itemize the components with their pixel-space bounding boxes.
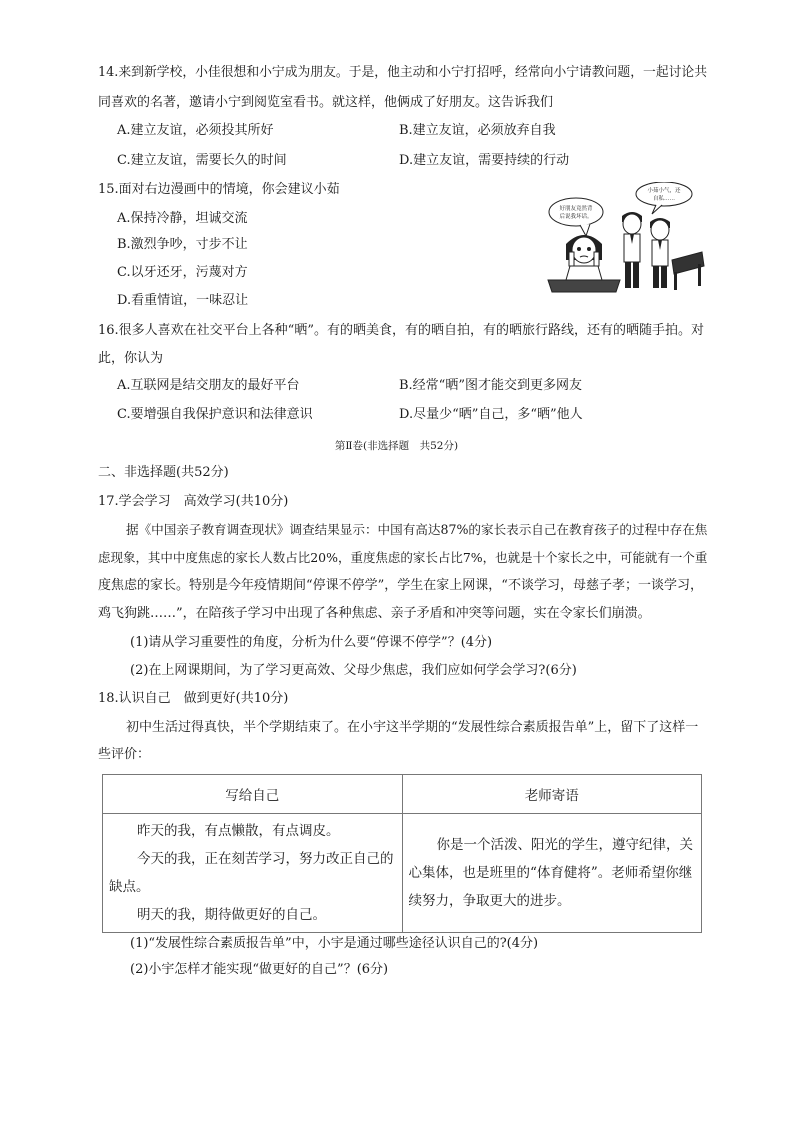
q14-stem-line2: 同喜欢的名著，邀请小宁到阅览室看书。就这样，他俩成了好朋友。这告诉我们 — [98, 95, 554, 110]
table-body-row — [103, 814, 702, 933]
q18-para-line2: 些评价： — [98, 747, 151, 762]
q17-sub1: (1)请从学习重要性的角度，分析为什么要“停课不停学”？(4分) — [130, 635, 493, 650]
left-speech-bubble — [549, 198, 603, 226]
right-speech-bubble — [636, 182, 692, 206]
left-bubble-text-2: 后说我坏话。 — [559, 214, 593, 220]
q16-option-b: B.经常“晒”图才能交到更多网友 — [399, 378, 582, 393]
self-line-yesterday: 昨天的我，有点懒散，有点调皮。 — [137, 823, 340, 839]
evaluation-table — [102, 774, 702, 933]
part2-heading: 二、非选择题(共52分) — [98, 465, 229, 480]
q14-option-a: A.建立友谊，必须投其所好 — [117, 123, 274, 138]
right-bubble-text-2: 自私…… — [652, 196, 676, 202]
q15-option-a: A.保持冷静，坦诚交流 — [117, 211, 248, 226]
q18-sub1: (1)“发展性综合素质报告单”中，小宇是通过哪些途径认识自己的?(4分) — [130, 936, 539, 951]
q16-stem-line1: 16.很多人喜欢在社交平台上各种“晒”。有的晒美食，有的晒自拍，有的晒旅行路线，还有的晒随手拍。对 — [98, 323, 704, 338]
q17-para-line3: 度焦虑的家长。特别是今年疫情期间“停课不停学”，学生在家上网课，“不谈学习，母慈子孝；一谈学习， — [98, 578, 703, 593]
self-line-tomorrow: 明天的我，期待做更好的自己。 — [137, 907, 326, 923]
section-title: 第Ⅱ卷(非选择题 共52分) — [334, 440, 459, 452]
col-header-self: 写给自己 — [103, 775, 403, 814]
table-header-row — [103, 775, 702, 814]
q16-option-c: C.要增强自我保护意识和法律意识 — [117, 407, 313, 422]
q14-option-d: D.建立友谊，需要持续的行动 — [399, 153, 570, 168]
q15-option-d: D.看重情谊，一味忍让 — [117, 293, 249, 308]
q14-option-b: B.建立友谊，必须放弃自我 — [399, 123, 556, 138]
desk — [548, 280, 620, 292]
self-evaluation-cell — [103, 814, 403, 933]
girl-figure — [566, 235, 602, 280]
q16-stem-line2: 此，你认为 — [98, 351, 164, 366]
q18-para-line1: 初中生活过得真快，半个学期结束了。在小宇这半学期的“发展性综合素质报告单”上，留下了这样一 — [126, 720, 699, 735]
q17-para-line2: 虑现象，其中中度焦虑的家长人数占比20%，重度焦虑的家长占比7%，也就是十个家长之中，可能就有一个重 — [98, 550, 708, 565]
q15-option-b: B.激烈争吵，寸步不让 — [117, 237, 248, 252]
q16-option-d: D.尽量少“晒”自己，多“晒”他人 — [399, 407, 583, 422]
q17-para-line4: 鸡飞狗跳……”，在陪孩子学习中出现了各种焦虑、亲子矛盾和冲突等问题，实在令家长们崩溃。 — [98, 606, 651, 621]
q16-option-a: A.互联网是结交朋友的最好平台 — [117, 378, 300, 393]
q17-para-line1: 据《中国亲子教育调查现状》调查结果显示：中国有高达87%的家长表示自己在教育孩子的过程中存在焦 — [126, 522, 708, 537]
col-header-teacher: 老师寄语 — [402, 775, 702, 814]
q14-option-c: C.建立友谊，需要长久的时间 — [117, 153, 287, 168]
q17-sub2: (2)在上网课期间，为了学习更高效、父母少焦虑，我们应如何学会学习?(6分) — [130, 663, 577, 678]
cartoon-illustration — [546, 182, 706, 296]
q15-stem: 15.面对右边漫画中的情境，你会建议小茹 — [98, 182, 340, 197]
q17-title: 17.学会学习 高效学习(共10分) — [98, 494, 289, 509]
self-line-today: 今天的我，正在刻苦学习，努力改正自己的缺点。 — [109, 851, 394, 895]
boy-figure-2 — [650, 218, 670, 288]
boy-figure-1 — [622, 212, 642, 288]
q18-sub2: (2)小宇怎样才能实现“做更好的自己”？(6分) — [130, 962, 389, 977]
q14-stem-line1: 14.来到新学校，小佳很想和小宁成为朋友。于是，他主动和小宁打招呼，经常向小宁请教问题，一起讨论共 — [98, 65, 708, 80]
q18-title: 18.认识自己 做到更好(共10分) — [98, 691, 289, 706]
q15-option-c: C.以牙还牙，污蔑对方 — [117, 265, 248, 280]
right-bubble-text-1: 小茹小气，还 — [647, 188, 681, 194]
left-bubble-text-1: 好朋友竟然背 — [559, 206, 593, 212]
teacher-comment: 你是一个活泼、阳光的学生，遵守纪律，关心集体，也是班里的“体育健将”。老师希望你继续努力，争取更大的进步。 — [408, 837, 693, 909]
teacher-comment-cell — [402, 814, 702, 933]
